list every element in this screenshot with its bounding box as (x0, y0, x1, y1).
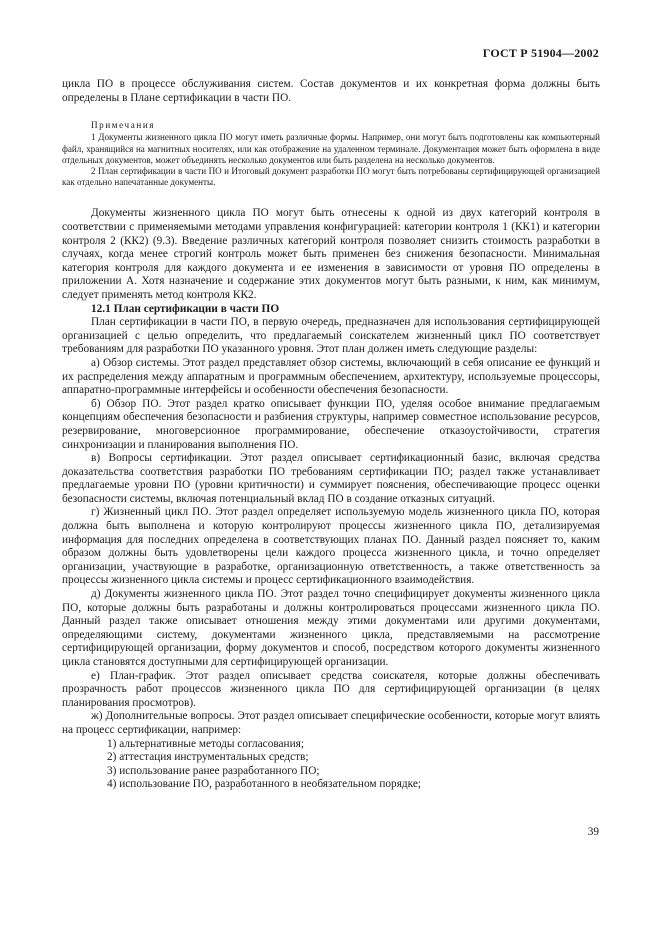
note-item: 2 План сертификации в части ПО и Итоговый документ разработки ПО могут быть потребованы сертифицирующей организацией как отдельно напечатанные документы. (62, 166, 600, 188)
section-item: г) Жизненный цикл ПО. Этот раздел определяет используемую модель жизненного цикла ПО, которая должна быть выполнена и которую контролируют процессы жизненного цикла ПО, детализируемая информация для последних определена в соответствующих планах ПО. Данный раздел поясняет то, каким образом должны быть удовлетворены цели каждого процесса жизненного цикла, и точно определяет организации, участвующие в разработке, организационную ответственность, а также ответственность за процессы жизненного цикла системы и процесс сертификационного взаимодействия. (62, 506, 600, 587)
note-item: 1 Документы жизненного цикла ПО могут иметь различные формы. Например, они могут быть подготовлены как компьютерный файл, хранящийся на магнитных носителях, или как отображение на удаленном терминале. Документация может быть оформлена в виде отдельных документов, может объединять несколько документов или быть разделена на несколько документов. (62, 132, 600, 165)
intro-paragraph: цикла ПО в процессе обслуживания систем. Состав документов и их конкретная форма должны быть определены в Плане сертификации в части ПО. (62, 78, 600, 104)
paragraph: Документы жизненного цикла ПО могут быть отнесены к одной из двух категорий контроля в соответствии с применяемыми методами управления конфигурацией: категории контроля 1 (КК1) и категории контроля 2 (КК2) (9.3). Введение различных категорий контроля позволяет снизить стоимость разработки в случаях, когда менее строгий контроль может быть применен без снижения безопасности. Минимальная категория контроля для каждого документа и ее изменения в зависимости от уровня ПО определены в приложении А. Хотя назначение и содержание этих документов могут быть разными, к ним, как минимум, следует применять метод контроля КК2. (62, 207, 600, 301)
section-item: б) Обзор ПО. Этот раздел кратко описывает функции ПО, уделяя особое внимание предлагаемым концепциям обеспечения безопасности и разбиения структуры, например совместное использование ресурсов, резервирование, многоверсионное программирование, обеспечение отказоустойчивости, стратегия синхронизации и планирования выполнения ПО. (62, 397, 600, 451)
sublist-item: 1) альтернативные методы согласования; (107, 737, 304, 750)
page-number: 39 (587, 826, 599, 838)
section-item: а) Обзор системы. Этот раздел представляет обзор системы, включающий в себя описание ее функций и их распределения между аппаратным и программным обеспечением, архитектуру, используемые процессоры, аппаратно-программные интерфейсы и особенности обеспечения безопасности. (62, 356, 600, 397)
section-item: ж) Дополнительные вопросы. Этот раздел описывает специфические особенности, которые могут влиять на процесс сертификации, например: (62, 710, 600, 736)
spacer (62, 188, 600, 207)
sublist-item: 2) аттестация инструментальных средств; (107, 751, 309, 764)
page-content (62, 78, 600, 792)
section-item: д) Документы жизненного цикла ПО. Этот раздел точно специфицирует документы жизненного цикла ПО, которые должны быть разработаны и должны контролироваться процессами жизненного цикла ПО. Данный раздел также описывает отношения между этими документами или другими документами, определяющими систему, документами жизненного цикла, представляемыми на рассмотрение сертифицирующей организации, форму документов и способ, посредством которого документы жизненного цикла становятся доступными для сертифицирующей организации. (62, 588, 600, 668)
section-intro: План сертификации в части ПО, в первую очередь, предназначен для использования сертифицирующей организацией с целью определить, что предлагаемый соискателем жизненный цикл ПО соответствует требованиям для разработки ПО указанного уровня. Этот план должен иметь следующие разделы: (62, 316, 600, 356)
sublist-item: 4) использование ПО, разработанного в необязательном порядке; (107, 778, 422, 791)
sublist-item: 3) использование ранее разработанного ПО; (107, 764, 320, 777)
section-item: е) План-график. Этот раздел описывает средства соискателя, которые должны обеспечивать прозрачность работ процессов жизненного цикла ПО для сертифицирующей организации (в целях планирования просмотров). (62, 669, 600, 709)
section-item: в) Вопросы сертификации. Этот раздел описывает сертификационный базис, включая средства доказательства соответствия разработки ПО требованиям сертификации ПО; раздел также устанавливает предлагаемые уровни ПО (уровни критичности) и суммирует пояснения, обеспечивающие процесс оценки безопасности системы, включая потенциальный вклад ПО в создание отказных ситуаций. (62, 452, 600, 505)
notes-block (62, 120, 600, 188)
section-title: 12.1 План сертификации в части ПО (91, 302, 280, 315)
standard-header: ГОСТ Р 51904—2002 (482, 46, 599, 60)
notes-title: Примечания (91, 120, 156, 131)
